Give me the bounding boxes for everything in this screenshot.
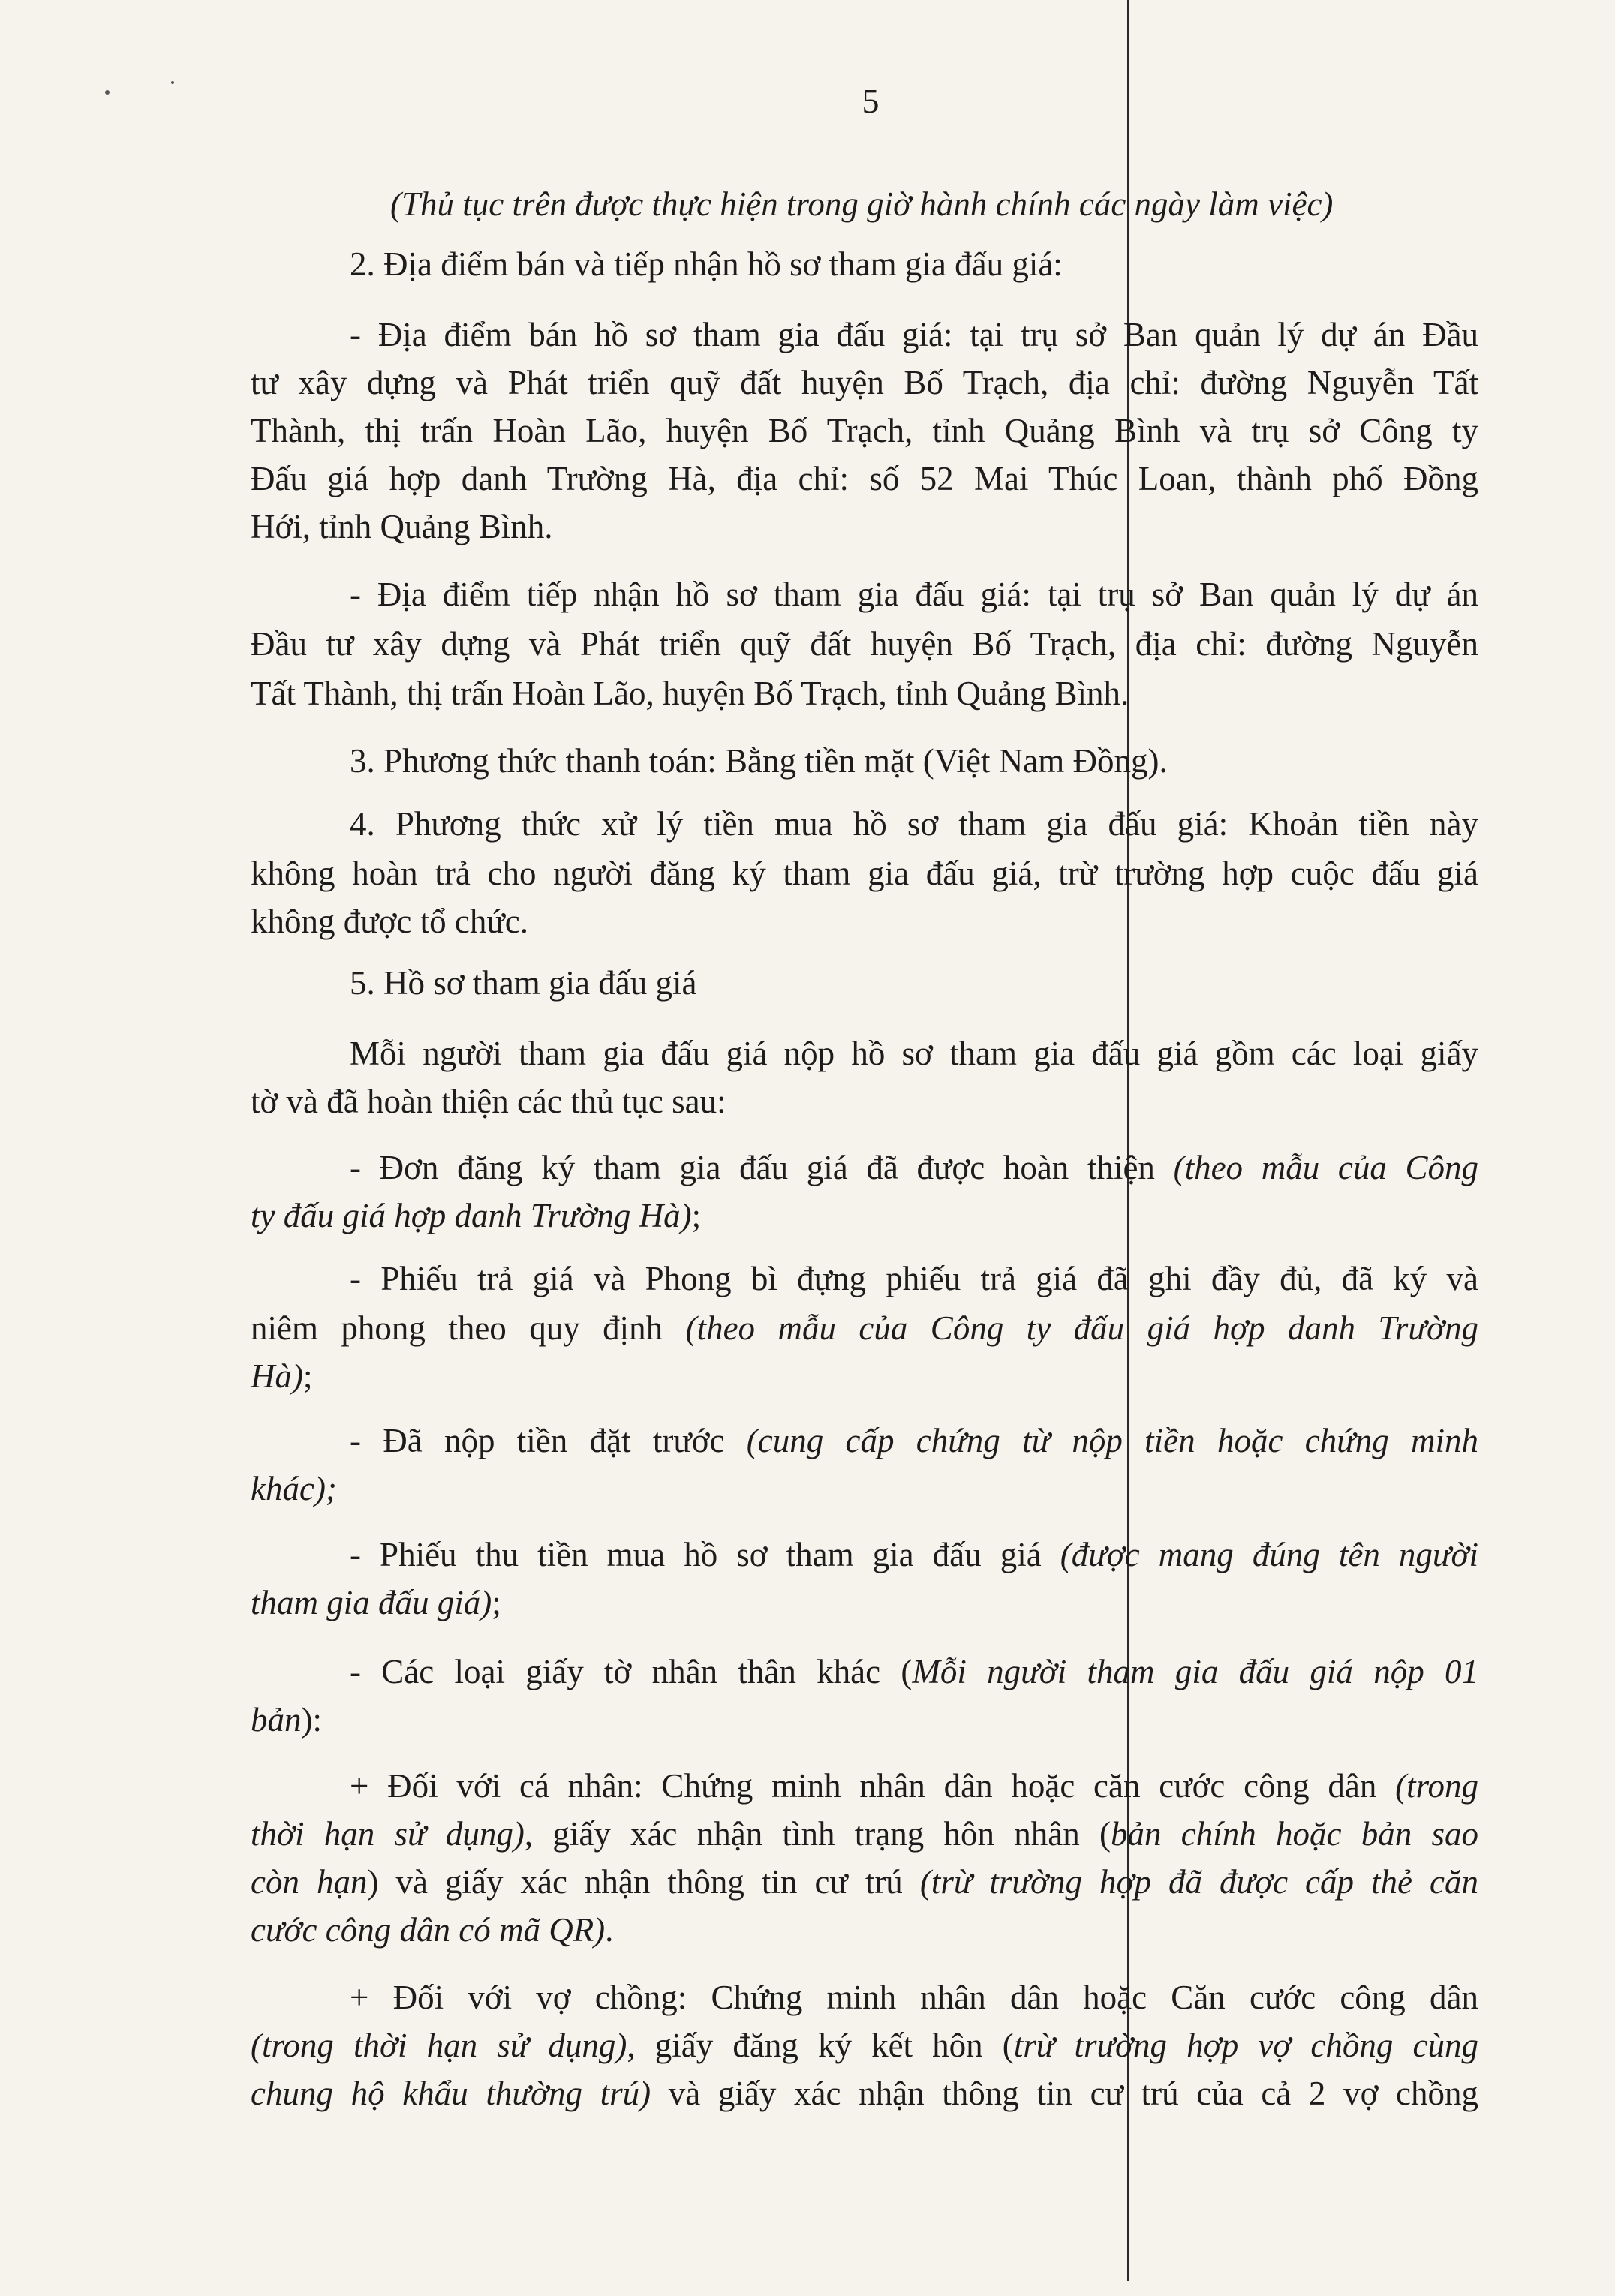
section-5-heading: 5. Hồ sơ tham gia đấu giá — [350, 964, 697, 1002]
section-2-p1-line: tư xây dựng và Phát triển quỹ đất huyện Bố Trạch, địa chỉ: đường Nguyễn Tất — [251, 364, 1478, 401]
page-number: 5 — [862, 82, 880, 120]
item-individual-end: cước công dân có mã QR). — [251, 1911, 614, 1949]
item-individual-cont: thời hạn sử dụng), giấy xác nhận tình trạng hôn nhân (bản chính hoặc bản sao — [251, 1815, 1478, 1853]
section-2-p2-line: - Địa điểm tiếp nhận hồ sơ tham gia đấu giá: tại trụ sở Ban quản lý dự án — [350, 576, 1478, 613]
section-4-line: không được tổ chức. — [251, 903, 528, 940]
item-deposit-cont: khác); — [251, 1470, 337, 1507]
section-2-p1-line: Thành, thị trấn Hoàn Lão, huyện Bố Trạch, tỉnh Quảng Bình và trụ sở Công ty — [251, 412, 1478, 449]
section-5-intro-line: Mỗi người tham gia đấu giá nộp hồ sơ tham gia đấu giá gồm các loại giấy — [350, 1035, 1478, 1072]
section-2-heading: 2. Địa điểm bán và tiếp nhận hồ sơ tham gia đấu giá: — [350, 245, 1063, 283]
item-registration-form: - Đơn đăng ký tham gia đấu giá đã được hoàn thiện (theo mẫu của Công — [350, 1149, 1478, 1186]
item-identity-papers-cont: bản): — [251, 1701, 322, 1739]
section-2-p1-line: Đấu giá hợp danh Trường Hà, địa chỉ: số 52 Mai Thúc Loan, thành phố Đồng — [251, 460, 1478, 497]
item-spouses: + Đối với vợ chồng: Chứng minh nhân dân hoặc Căn cước công dân — [350, 1979, 1478, 2016]
item-bid-slip-cont: niêm phong theo quy định (theo mẫu của Công ty đấu giá hợp danh Trường — [251, 1309, 1478, 1347]
item-individual-cont: còn hạn) và giấy xác nhận thông tin cư trú (trừ trường hợp đã được cấp thẻ căn — [251, 1863, 1479, 1901]
item-bid-slip: - Phiếu trả giá và Phong bì đựng phiếu trả giá đã ghi đầy đủ, đã ký và — [350, 1260, 1478, 1297]
scan-speck — [171, 81, 174, 84]
item-registration-form-cont: ty đấu giá hợp danh Trường Hà); — [251, 1197, 702, 1234]
item-receipt: - Phiếu thu tiền mua hồ sơ tham gia đấu giá (được mang đúng tên người — [350, 1536, 1478, 1573]
item-spouses-cont: chung hộ khẩu thường trú) và giấy xác nhận thông tin cư trú của cả 2 vợ chồng — [251, 2075, 1478, 2112]
section-2-p2-line: Đầu tư xây dựng và Phát triển quỹ đất huyện Bố Trạch, địa chỉ: đường Nguyễn — [251, 625, 1478, 663]
item-receipt-cont: tham gia đấu giá); — [251, 1584, 501, 1621]
section-2-p2-line: Tất Thành, thị trấn Hoàn Lão, huyện Bố Trạch, tỉnh Quảng Bình. — [251, 675, 1129, 712]
section-2-p1-line: - Địa điểm bán hồ sơ tham gia đấu giá: tại trụ sở Ban quản lý dự án Đầu — [350, 316, 1478, 353]
section-5-intro-line: tờ và đã hoàn thiện các thủ tục sau: — [251, 1083, 726, 1120]
section-4-line: 4. Phương thức xử lý tiền mua hồ sơ tham gia đấu giá: Khoản tiền này — [350, 805, 1478, 843]
item-deposit: - Đã nộp tiền đặt trước (cung cấp chứng từ nộp tiền hoặc chứng minh — [350, 1422, 1478, 1459]
item-spouses-cont: (trong thời hạn sử dụng), giấy đăng ký kết hôn (trừ trường hợp vợ chồng cùng — [251, 2027, 1478, 2064]
item-bid-slip-end: Hà); — [251, 1357, 313, 1395]
item-individual: + Đối với cá nhân: Chứng minh nhân dân hoặc căn cước công dân (trong — [350, 1767, 1478, 1805]
working-hours-note: (Thủ tục trên được thực hiện trong giờ hành chính các ngày làm việc) — [390, 185, 1334, 223]
section-2-p1-line: Hới, tỉnh Quảng Bình. — [251, 508, 553, 545]
section-4-line: không hoàn trả cho người đăng ký tham gia đấu giá, trừ trường hợp cuộc đấu giá — [251, 855, 1478, 892]
item-identity-papers: - Các loại giấy tờ nhân thân khác (Mỗi người tham gia đấu giá nộp 01 — [350, 1653, 1478, 1690]
scan-speck — [105, 90, 110, 95]
section-3: 3. Phương thức thanh toán: Bằng tiền mặt (Việt Nam Đồng). — [350, 742, 1168, 780]
